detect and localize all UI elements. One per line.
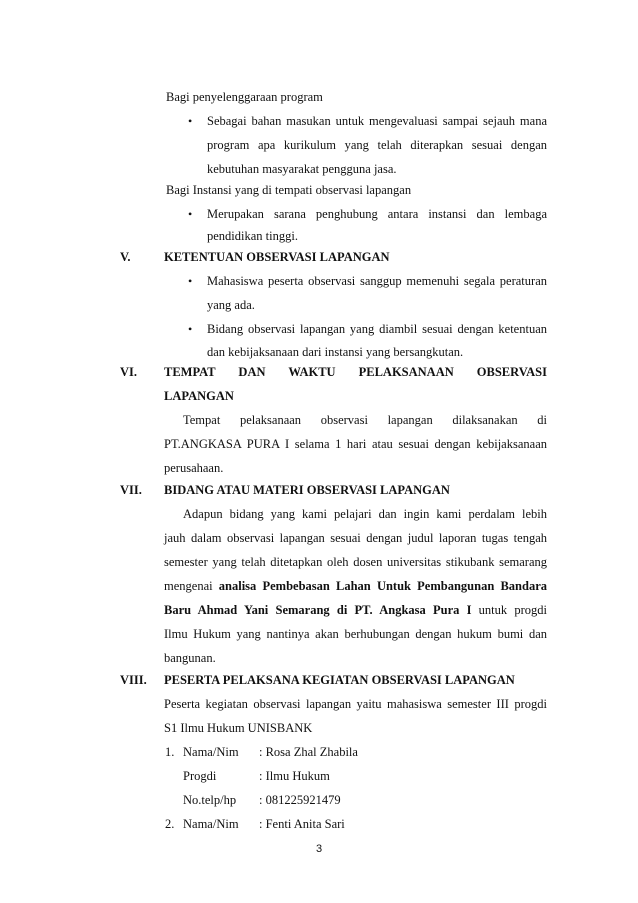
sec6-paragraph-line-1: Tempat pelaksanaan observasi lapangan dilaksanakan di: [183, 413, 547, 427]
member-1-phone-value: : 081225921479: [259, 793, 341, 807]
member-1-name-value: : Rosa Zhal Zhabila: [259, 745, 358, 759]
section-6-title-line-1: TEMPAT DAN WAKTU PELAKSANAAN OBSERVASI: [164, 365, 547, 379]
section-5-number: V.: [120, 250, 131, 264]
sec6-paragraph-line-2: PT.ANGKASA PURA I selama 1 hari atau sesuai dengan kebijaksanaan: [164, 437, 547, 451]
member-1-number: 1.: [165, 745, 175, 759]
org-label: Bagi penyelenggaraan program: [166, 90, 323, 104]
sec7-line-7: bangunan.: [164, 651, 216, 665]
sec6-paragraph-line-3: perusahaan.: [164, 461, 224, 475]
member-2-name-value: : Fenti Anita Sari: [259, 817, 345, 831]
sec7-line-3: semester yang telah ditetapkan oleh dosen universitas stikubank semarang: [164, 555, 547, 569]
org-bullet-line-2: program apa kurikulum yang telah diterapkan sesuai dengan: [207, 138, 547, 152]
section-8-title: PESERTA PELAKSANA KEGIATAN OBSERVASI LAPANGAN: [164, 673, 515, 687]
org-bullet-line-3: kebutuhan masyarakat pengguna jasa.: [207, 162, 397, 176]
member-1-phone-key: No.telp/hp: [183, 793, 237, 807]
bullet-icon: •: [188, 322, 193, 336]
member-2-name-key: Nama/Nim: [183, 817, 239, 831]
section-5-title: KETENTUAN OBSERVASI LAPANGAN: [164, 250, 390, 264]
section-6-title-line-2: LAPANGAN: [164, 389, 234, 403]
inst-bullet-line-1: Merupakan sarana penghubung antara instansi dan lembaga: [207, 207, 547, 221]
sec8-paragraph-line-2: S1 Ilmu Hukum UNISBANK: [164, 721, 313, 735]
page-number: 3: [315, 843, 323, 855]
inst-label: Bagi Instansi yang di tempati observasi lapangan: [166, 183, 412, 197]
section-8-number: VIII.: [120, 673, 147, 687]
sec5-bullet1-line-2: yang ada.: [207, 298, 255, 312]
member-1-progdi-value: : Ilmu Hukum: [259, 769, 330, 783]
sec5-bullet2-line-2: dan kebijaksanaan dari instansi yang bersangkutan.: [207, 345, 464, 359]
sec7-line-4: [164, 578, 547, 594]
sec7-line-5-suffix: untuk progdi: [478, 603, 547, 617]
section-7-title: BIDANG ATAU MATERI OBSERVASI LAPANGAN: [164, 483, 450, 497]
sec5-bullet2-line-1: Bidang observasi lapangan yang diambil sesuai dengan ketentuan: [207, 322, 547, 336]
sec7-line-6: Ilmu Hukum yang nantinya akan berhubungan dengan hukum bumi dan: [164, 627, 547, 641]
bullet-icon: •: [188, 274, 193, 288]
member-2-number: 2.: [165, 817, 175, 831]
inst-bullet-line-2: pendidikan tinggi.: [207, 229, 298, 243]
bullet-icon: •: [188, 207, 193, 221]
sec7-line-1: Adapun bidang yang kami pelajari dan ingin kami perdalam lebih: [183, 507, 547, 521]
sec7-line-5-bold: Baru Ahmad Yani Semarang di PT. Angkasa Pura I: [164, 603, 472, 617]
section-6-number: VI.: [120, 365, 138, 379]
sec8-paragraph-line-1: Peserta kegiatan observasi lapangan yaitu mahasiswa semester III progdi: [164, 697, 547, 711]
member-1-progdi-key: Progdi: [183, 769, 217, 783]
sec7-line-4-bold: analisa Pembebasan Lahan Untuk Pembangunan Bandara: [218, 579, 548, 593]
sec7-line-5: [164, 602, 547, 618]
org-bullet-line-1: Sebagai bahan masukan untuk mengevaluasi sampai sejauh mana: [207, 114, 547, 128]
bullet-icon: •: [188, 114, 193, 128]
member-1-name-key: Nama/Nim: [183, 745, 239, 759]
sec7-line-4-prefix: mengenai: [164, 579, 213, 593]
sec5-bullet1-line-1: Mahasiswa peserta observasi sanggup memenuhi segala peraturan: [207, 274, 547, 288]
sec7-line-2: jauh dalam observasi lapangan sesuai dengan judul laporan tugas tengah: [164, 531, 547, 545]
section-7-number: VII.: [120, 483, 142, 497]
